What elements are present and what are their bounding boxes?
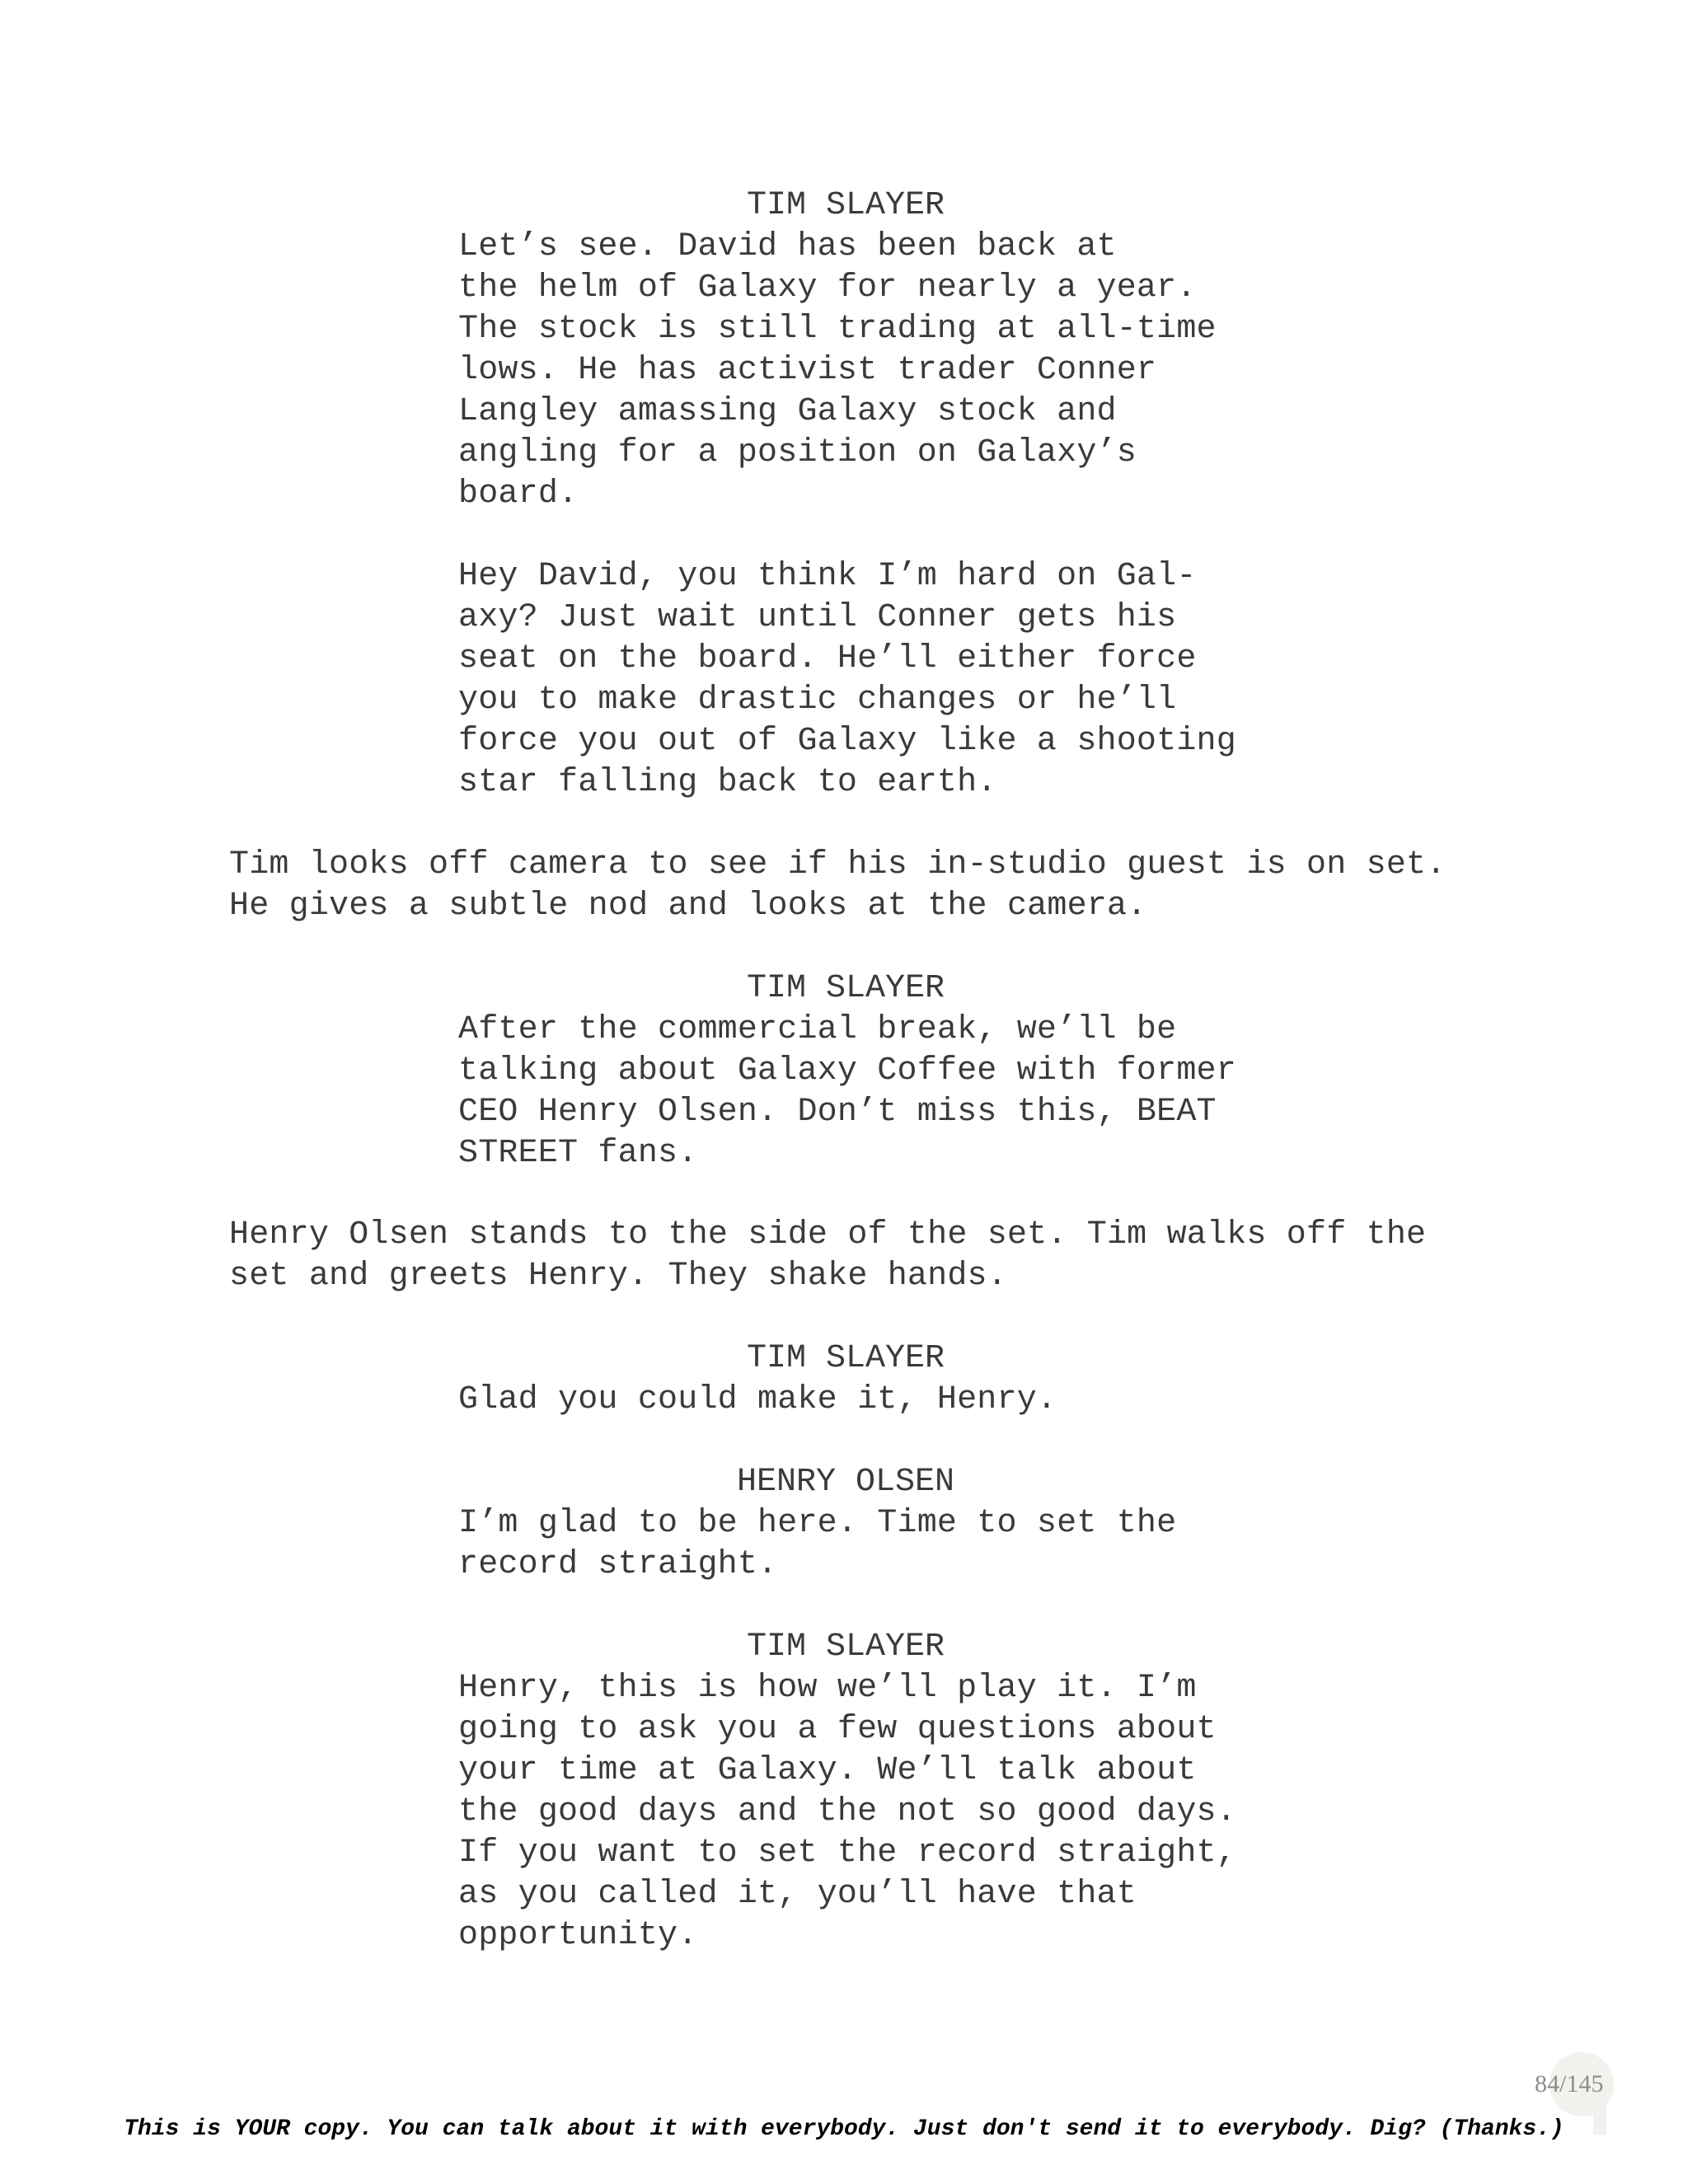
dialogue-line: board. [458, 476, 579, 513]
footer-note: This is YOUR copy. You can talk about it with everybody. Just don't send it to everybody. Dig? (Thanks.) [124, 2116, 1564, 2142]
dialogue-line: Hey David, you think I’m hard on Gal- [458, 558, 1197, 595]
dialogue-line: axy? Just wait until Conner gets his [458, 599, 1177, 636]
action-line: set and greets Henry. They shake hands. [229, 1258, 1007, 1295]
dialogue-line: If you want to set the record straight, [458, 1835, 1236, 1872]
dialogue-line: Glad you could make it, Henry. [458, 1381, 1057, 1418]
dialogue-line: force you out of Galaxy like a shooting [458, 723, 1236, 760]
dialogue-line: After the commercial break, we’ll be [458, 1011, 1177, 1048]
dialogue-line: going to ask you a few questions about [458, 1711, 1217, 1748]
dialogue-line: record straight. [458, 1546, 778, 1583]
dialogue-line: angling for a position on Galaxy’s [458, 434, 1137, 471]
page-number: 84/145 [1535, 2070, 1604, 2097]
dialogue-line: the helm of Galaxy for nearly a year. [458, 269, 1197, 307]
dialogue-line: The stock is still trading at all-time [458, 311, 1217, 348]
character-name: HENRY OLSEN [736, 1464, 955, 1501]
dialogue-line: seat on the board. He’ll either force [458, 640, 1197, 677]
dialogue-line: Langley amassing Galaxy stock and [458, 393, 1117, 430]
dialogue-line: talking about Galaxy Coffee with former [458, 1052, 1236, 1090]
dialogue-line: Let’s see. David has been back at [458, 228, 1117, 265]
dialogue-line: as you called it, you’ll have that [458, 1876, 1137, 1913]
dialogue-line: star falling back to earth. [458, 764, 997, 801]
dialogue-line: your time at Galaxy. We’ll talk about [458, 1752, 1197, 1789]
dialogue-line: opportunity. [458, 1917, 698, 1954]
character-name: TIM SLAYER [746, 1340, 945, 1377]
dialogue-line: CEO Henry Olsen. Don’t miss this, BEAT [458, 1094, 1217, 1131]
character-name: TIM SLAYER [746, 187, 945, 224]
dialogue-line: you to make drastic changes or he’ll [458, 682, 1177, 719]
action-line: He gives a subtle nod and looks at the camera. [229, 888, 1147, 925]
dialogue-line: STREET fans. [458, 1135, 698, 1172]
dialogue-line: I’m glad to be here. Time to set the [458, 1505, 1177, 1542]
character-name: TIM SLAYER [746, 970, 945, 1007]
dialogue-line: lows. He has activist trader Conner [458, 352, 1157, 389]
character-name: TIM SLAYER [746, 1629, 945, 1666]
dialogue-line: the good days and the not so good days. [458, 1793, 1236, 1830]
action-line: Henry Olsen stands to the side of the set. Tim walks off the [229, 1216, 1427, 1254]
action-line: Tim looks off camera to see if his in-studio guest is on set. [229, 846, 1447, 883]
dialogue-line: Henry, this is how we’ll play it. I’m [458, 1670, 1197, 1707]
